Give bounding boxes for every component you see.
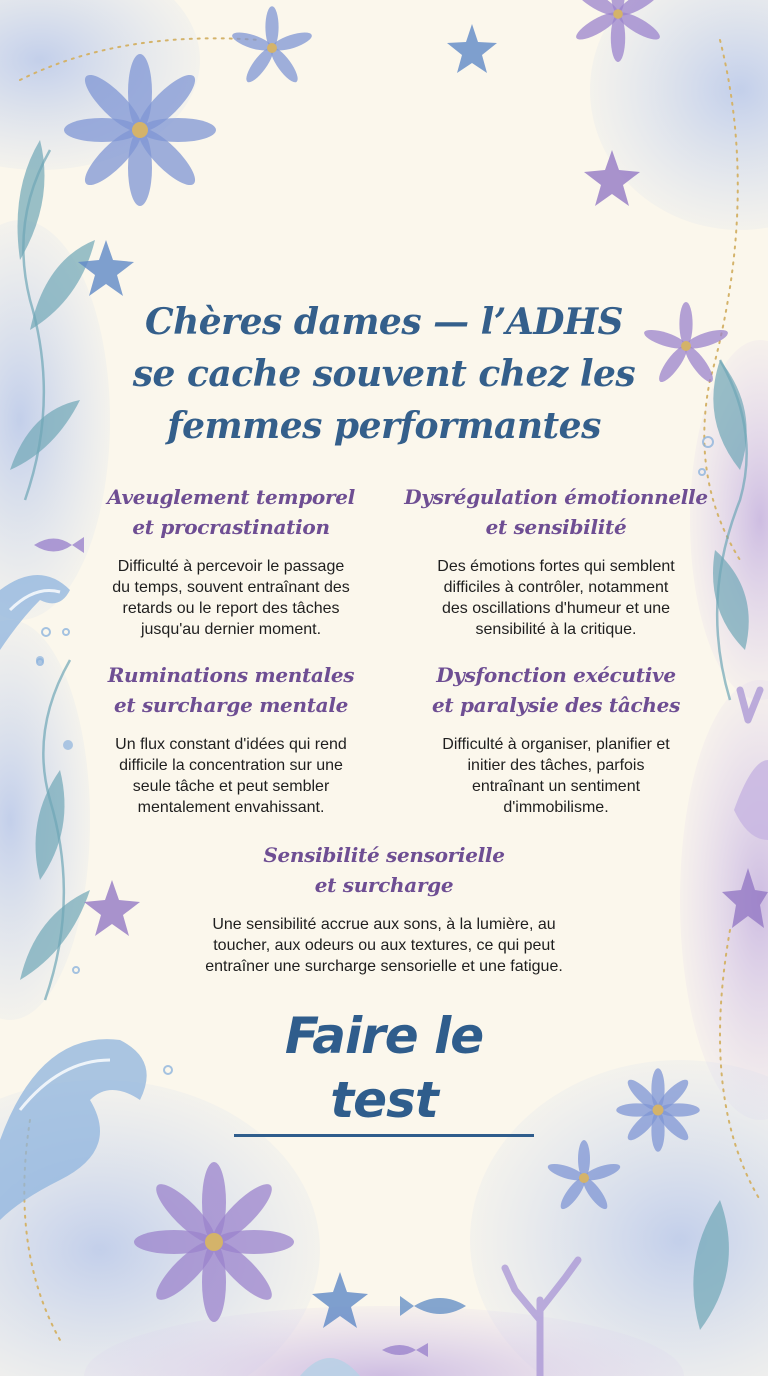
symptom-sensory-sensitivity	[144, 840, 624, 977]
heading-line: Dysfonction exécutive	[436, 663, 676, 687]
heading-line: et surcharge mentale	[113, 693, 349, 717]
page-title	[84, 296, 684, 452]
heading-line: et paralysie des tâches	[431, 693, 681, 717]
take-test-label[interactable]: Faire le test	[234, 1004, 534, 1137]
heading-line: et sensibilité	[485, 515, 627, 539]
take-test-link[interactable]	[234, 1004, 534, 1137]
section-body	[396, 556, 716, 640]
title-line: Chères dames — l’ADHS	[144, 301, 624, 343]
symptom-rumination	[86, 660, 376, 818]
body-line: des oscillations d'humeur et une	[441, 600, 671, 617]
section-heading	[396, 660, 716, 720]
body-line: d'immobilisme.	[503, 799, 609, 816]
body-line: jusqu'au dernier moment.	[140, 621, 322, 638]
heading-line: Sensibilité sensorielle	[263, 843, 505, 867]
body-line: difficile la concentration sur une	[119, 757, 343, 774]
heading-line: Aveuglement temporel	[107, 485, 355, 509]
body-line: difficiles à contrôler, notamment	[443, 579, 669, 596]
title-line: femmes performantes	[167, 405, 601, 447]
symptom-time-blindness	[86, 482, 376, 640]
body-line: seule tâche et peut sembler	[132, 778, 330, 795]
section-heading	[86, 482, 376, 542]
section-heading	[86, 660, 376, 720]
body-line: mentalement envahissant.	[137, 799, 325, 816]
body-line: entraîner une surcharge sensorielle et une fatigue.	[205, 958, 563, 975]
heading-line: et surcharge	[314, 873, 454, 897]
body-line: sensibilité à la critique.	[475, 621, 637, 638]
heading-line: Dysrégulation émotionnelle	[404, 485, 708, 509]
section-body	[396, 734, 716, 818]
symptom-executive-dysfunction	[396, 660, 716, 818]
section-body	[86, 734, 376, 818]
section-body	[144, 914, 624, 977]
title-line: se cache souvent chez les	[132, 353, 636, 395]
body-line: entraînant un sentiment	[471, 778, 641, 795]
body-line: initier des tâches, parfois	[467, 757, 645, 774]
heading-line: Ruminations mentales	[107, 663, 355, 687]
body-line: toucher, aux odeurs ou aux textures, ce qui peut	[213, 937, 555, 954]
body-line: Une sensibilité accrue aux sons, à la lumière, au	[212, 916, 556, 933]
heading-line: et procrastination	[132, 515, 330, 539]
symptom-emotional-dysregulation	[396, 482, 716, 640]
section-heading	[144, 840, 624, 900]
body-line: Difficulté à organiser, planifier et	[442, 736, 670, 753]
body-line: Un flux constant d'idées qui rend	[115, 736, 347, 753]
body-line: Difficulté à percevoir le passage	[117, 558, 345, 575]
body-line: retards ou le report des tâches	[122, 600, 340, 617]
body-line: du temps, souvent entraînant des	[112, 579, 350, 596]
body-line: Des émotions fortes qui semblent	[437, 558, 675, 575]
section-heading	[396, 482, 716, 542]
section-body	[86, 556, 376, 640]
